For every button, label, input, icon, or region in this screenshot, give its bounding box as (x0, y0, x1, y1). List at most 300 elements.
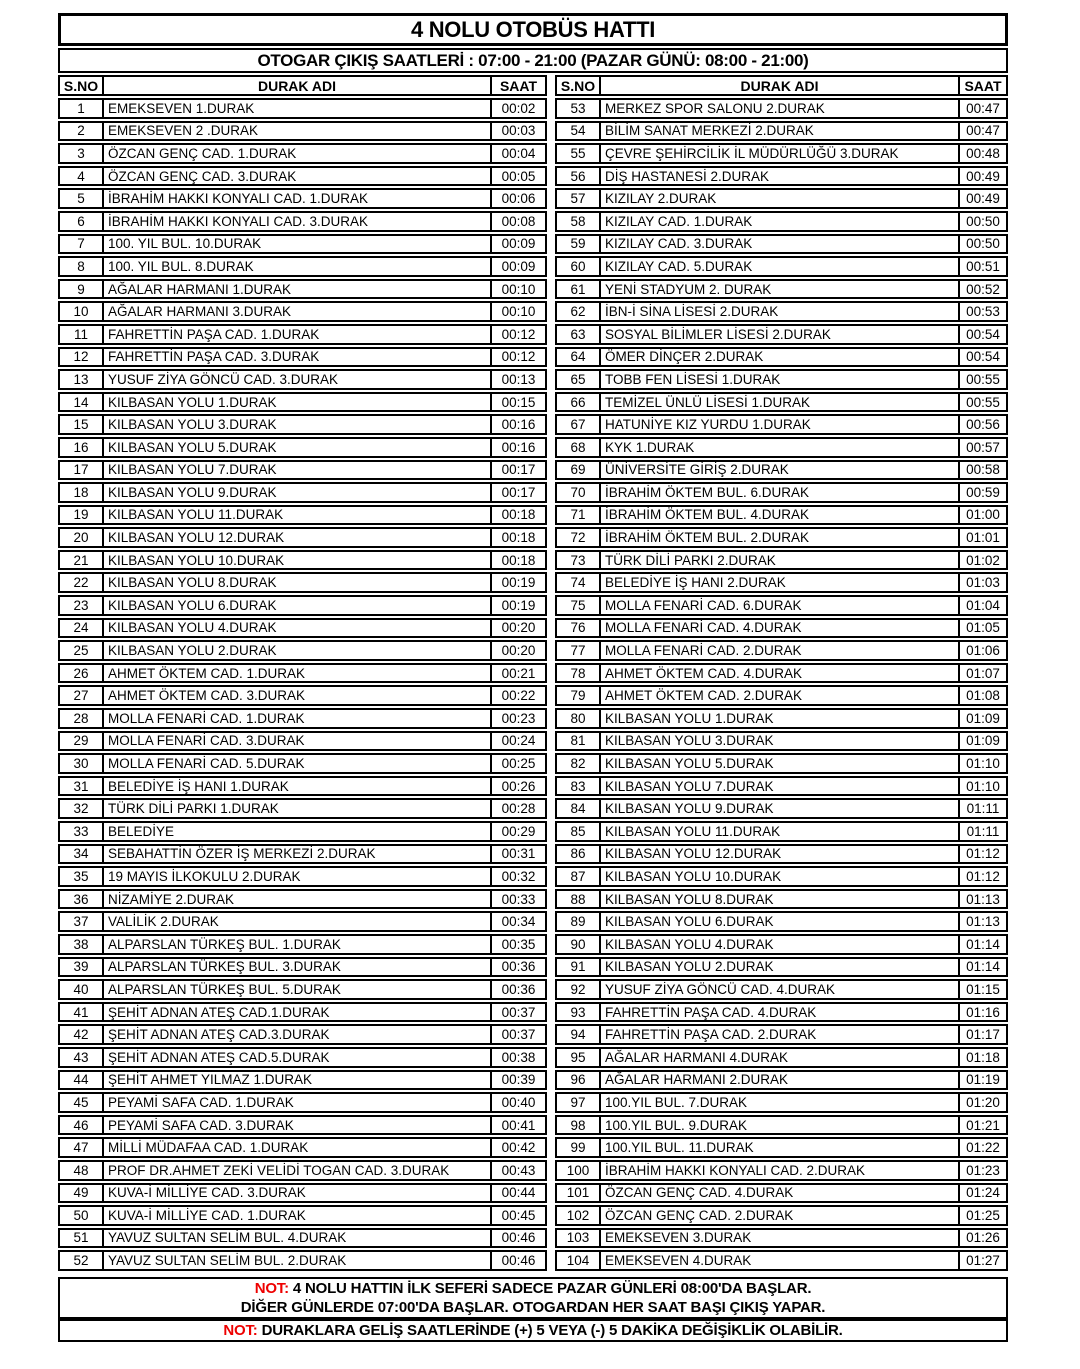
stop-name-cell: KILBASAN YOLU 4.DURAK (102, 618, 492, 639)
row-number-cell: 1 (58, 98, 104, 119)
row-number-cell: 31 (58, 776, 104, 797)
stop-name-cell: KIZILAY 2.DURAK (599, 188, 960, 209)
stop-name-cell: BELEDİYE İŞ HANI 1.DURAK (102, 776, 492, 797)
table-row (58, 798, 547, 819)
stop-name-cell: ALPARSLAN TÜRKEŞ BUL. 1.DURAK (102, 934, 492, 955)
time-cell: 00:13 (490, 369, 547, 390)
row-number-cell: 91 (555, 957, 601, 978)
time-cell: 00:55 (958, 392, 1008, 413)
row-number-cell: 75 (555, 595, 601, 616)
time-cell: 00:21 (490, 663, 547, 684)
time-cell: 00:12 (490, 347, 547, 368)
column-header-sno: S.NO (555, 75, 601, 96)
stops-tables (58, 75, 1008, 1273)
table-row (555, 934, 1008, 955)
stop-name-cell: MERKEZ SPOR SALONU 2.DURAK (599, 98, 960, 119)
stop-name-cell: TÜRK DİLİ PARKI 1.DURAK (102, 798, 492, 819)
time-cell: 00:59 (958, 482, 1008, 503)
stop-name-cell: KILBASAN YOLU 9.DURAK (599, 798, 960, 819)
row-number-cell: 87 (555, 866, 601, 887)
row-number-cell: 100 (555, 1160, 601, 1181)
stop-name-cell: AĞALAR HARMANI 4.DURAK (599, 1047, 960, 1068)
stop-name-cell: MOLLA FENARİ CAD. 6.DURAK (599, 595, 960, 616)
row-number-cell: 24 (58, 618, 104, 639)
stop-name-cell: İBRAHİM ÖKTEM BUL. 2.DURAK (599, 527, 960, 548)
row-number-cell: 22 (58, 572, 104, 593)
stop-name-cell: KILBASAN YOLU 2.DURAK (599, 957, 960, 978)
table-row (58, 234, 547, 255)
row-number-cell: 60 (555, 256, 601, 277)
row-number-cell: 32 (58, 798, 104, 819)
table-row (555, 731, 1008, 752)
time-cell: 00:19 (490, 572, 547, 593)
stop-name-cell: 100. YIL BUL. 10.DURAK (102, 234, 492, 255)
row-number-cell: 101 (555, 1183, 601, 1204)
row-number-cell: 6 (58, 211, 104, 232)
table-header-row (58, 75, 547, 96)
stop-name-cell: 100.YIL BUL. 7.DURAK (599, 1092, 960, 1113)
time-cell: 00:10 (490, 301, 547, 322)
stop-name-cell: EMEKSEVEN 3.DURAK (599, 1228, 960, 1249)
stop-name-cell: TEMİZEL ÜNLÜ LİSESİ 1.DURAK (599, 392, 960, 413)
note-text: DURAKLARA GELİŞ SAATLERİNDE (+) 5 VEYA (-) 5 DAKİKA DEĞİŞİKLİK OLABİLİR. (261, 1321, 843, 1339)
time-cell: 00:49 (958, 188, 1008, 209)
time-cell: 01:21 (958, 1115, 1008, 1136)
stop-name-cell: TÜRK DİLİ PARKI 2.DURAK (599, 550, 960, 571)
row-number-cell: 20 (58, 527, 104, 548)
row-number-cell: 27 (58, 685, 104, 706)
stop-name-cell: KILBASAN YOLU 8.DURAK (102, 572, 492, 593)
time-cell: 00:40 (490, 1092, 547, 1113)
row-number-cell: 88 (555, 889, 601, 910)
stop-name-cell: İBRAHİM ÖKTEM BUL. 6.DURAK (599, 482, 960, 503)
time-cell: 01:10 (958, 776, 1008, 797)
time-cell: 01:18 (958, 1047, 1008, 1068)
stop-name-cell: ÖZCAN GENÇ CAD. 4.DURAK (599, 1183, 960, 1204)
row-number-cell: 68 (555, 437, 601, 458)
time-cell: 00:52 (958, 279, 1008, 300)
row-number-cell: 72 (555, 527, 601, 548)
stop-name-cell: FAHRETTİN PAŞA CAD. 1.DURAK (102, 324, 492, 345)
row-number-cell: 41 (58, 1002, 104, 1023)
time-cell: 01:25 (958, 1205, 1008, 1226)
row-number-cell: 12 (58, 347, 104, 368)
stop-name-cell: VALİLİK 2.DURAK (102, 911, 492, 932)
row-number-cell: 36 (58, 889, 104, 910)
stop-name-cell: AHMET ÖKTEM CAD. 3.DURAK (102, 685, 492, 706)
table-row (58, 188, 547, 209)
table-header-row (555, 75, 1008, 96)
table-row (555, 143, 1008, 164)
note-label: NOT: (223, 1321, 258, 1339)
time-cell: 00:17 (490, 460, 547, 481)
table-row (555, 866, 1008, 887)
stop-name-cell: ÜNİVERSİTE GİRİŞ 2.DURAK (599, 460, 960, 481)
table-row (555, 482, 1008, 503)
table-row (58, 1205, 547, 1226)
table-row (555, 618, 1008, 639)
stop-name-cell: AĞALAR HARMANI 2.DURAK (599, 1070, 960, 1091)
time-cell: 01:23 (958, 1160, 1008, 1181)
time-cell: 00:56 (958, 414, 1008, 435)
table-row (58, 1002, 547, 1023)
table-row (58, 1115, 547, 1136)
time-cell: 00:48 (958, 143, 1008, 164)
row-number-cell: 15 (58, 414, 104, 435)
table-row (555, 821, 1008, 842)
note-section-2 (58, 1319, 1008, 1342)
stop-name-cell: YENİ STADYUM 2. DURAK (599, 279, 960, 300)
timetable-page (58, 13, 1008, 1342)
row-number-cell: 29 (58, 731, 104, 752)
time-cell: 01:14 (958, 957, 1008, 978)
row-number-cell: 63 (555, 324, 601, 345)
time-cell: 00:08 (490, 211, 547, 232)
table-row (555, 1205, 1008, 1226)
row-number-cell: 13 (58, 369, 104, 390)
time-cell: 00:43 (490, 1160, 547, 1181)
table-row (555, 957, 1008, 978)
time-cell: 01:17 (958, 1024, 1008, 1045)
stop-name-cell: KILBASAN YOLU 10.DURAK (599, 866, 960, 887)
row-number-cell: 30 (58, 753, 104, 774)
stops-table-left (58, 75, 547, 1273)
stop-name-cell: KILBASAN YOLU 12.DURAK (599, 844, 960, 865)
row-number-cell: 7 (58, 234, 104, 255)
row-number-cell: 14 (58, 392, 104, 413)
time-cell: 01:24 (958, 1183, 1008, 1204)
table-body-left (58, 98, 547, 1271)
time-cell: 00:10 (490, 279, 547, 300)
row-number-cell: 5 (58, 188, 104, 209)
stop-name-cell: ŞEHİT ADNAN ATEŞ CAD.3.DURAK (102, 1024, 492, 1045)
table-row (58, 460, 547, 481)
time-cell: 01:08 (958, 685, 1008, 706)
time-cell: 00:41 (490, 1115, 547, 1136)
table-row (58, 618, 547, 639)
column-header-time: SAAT (958, 75, 1008, 96)
time-cell: 00:45 (490, 1205, 547, 1226)
row-number-cell: 10 (58, 301, 104, 322)
table-row (58, 369, 547, 390)
table-row (555, 256, 1008, 277)
time-cell: 00:50 (958, 234, 1008, 255)
time-cell: 00:29 (490, 821, 547, 842)
table-row (555, 460, 1008, 481)
row-number-cell: 59 (555, 234, 601, 255)
row-number-cell: 55 (555, 143, 601, 164)
row-number-cell: 61 (555, 279, 601, 300)
row-number-cell: 92 (555, 979, 601, 1000)
stop-name-cell: AĞALAR HARMANI 1.DURAK (102, 279, 492, 300)
time-cell: 00:44 (490, 1183, 547, 1204)
row-number-cell: 70 (555, 482, 601, 503)
time-cell: 01:13 (958, 889, 1008, 910)
time-cell: 00:06 (490, 188, 547, 209)
table-row (58, 414, 547, 435)
time-cell: 00:23 (490, 708, 547, 729)
page-title: 4 NOLU OTOBÜS HATTI (58, 13, 1008, 46)
stop-name-cell: KILBASAN YOLU 11.DURAK (599, 821, 960, 842)
time-cell: 00:36 (490, 979, 547, 1000)
stop-name-cell: KILBASAN YOLU 1.DURAK (599, 708, 960, 729)
table-row (555, 1160, 1008, 1181)
table-row (555, 414, 1008, 435)
row-number-cell: 54 (555, 121, 601, 142)
table-row (58, 279, 547, 300)
page-subtitle: OTOGAR ÇIKIŞ SAATLERİ : 07:00 - 21:00 (PAZAR GÜNÜ: 08:00 - 21:00) (58, 48, 1008, 73)
stop-name-cell: EMEKSEVEN 2 .DURAK (102, 121, 492, 142)
stop-name-cell: FAHRETTİN PAŞA CAD. 4.DURAK (599, 1002, 960, 1023)
row-number-cell: 56 (555, 166, 601, 187)
column-header-stop: DURAK ADI (599, 75, 960, 96)
row-number-cell: 40 (58, 979, 104, 1000)
table-row (58, 1183, 547, 1204)
stop-name-cell: PEYAMİ SAFA CAD. 3.DURAK (102, 1115, 492, 1136)
stop-name-cell: BİLİM SANAT MERKEZİ 2.DURAK (599, 121, 960, 142)
table-row (58, 1047, 547, 1068)
table-row (58, 640, 547, 661)
time-cell: 01:14 (958, 934, 1008, 955)
stop-name-cell: KILBASAN YOLU 7.DURAK (102, 460, 492, 481)
table-row (58, 211, 547, 232)
time-cell: 01:12 (958, 844, 1008, 865)
table-row (58, 256, 547, 277)
table-row (58, 166, 547, 187)
row-number-cell: 43 (58, 1047, 104, 1068)
row-number-cell: 97 (555, 1092, 601, 1113)
time-cell: 01:10 (958, 753, 1008, 774)
stop-name-cell: EMEKSEVEN 4.DURAK (599, 1250, 960, 1271)
row-number-cell: 74 (555, 572, 601, 593)
time-cell: 00:46 (490, 1250, 547, 1271)
time-cell: 00:18 (490, 550, 547, 571)
column-header-time: SAAT (490, 75, 547, 96)
stop-name-cell: YAVUZ SULTAN SELİM BUL. 2.DURAK (102, 1250, 492, 1271)
stop-name-cell: KILBASAN YOLU 5.DURAK (599, 753, 960, 774)
table-row (58, 550, 547, 571)
stop-name-cell: KILBASAN YOLU 3.DURAK (102, 414, 492, 435)
note-line (223, 1321, 842, 1340)
row-number-cell: 69 (555, 460, 601, 481)
stop-name-cell: ÇEVRE ŞEHİRCİLİK İL MÜDÜRLÜĞÜ 3.DURAK (599, 143, 960, 164)
table-row (555, 369, 1008, 390)
row-number-cell: 98 (555, 1115, 601, 1136)
row-number-cell: 9 (58, 279, 104, 300)
table-row (58, 708, 547, 729)
row-number-cell: 4 (58, 166, 104, 187)
row-number-cell: 79 (555, 685, 601, 706)
stop-name-cell: HATUNİYE KIZ YURDU 1.DURAK (599, 414, 960, 435)
stop-name-cell: EMEKSEVEN 1.DURAK (102, 98, 492, 119)
table-row (58, 595, 547, 616)
time-cell: 01:15 (958, 979, 1008, 1000)
stop-name-cell: MİLLİ MÜDAFAA CAD. 1.DURAK (102, 1137, 492, 1158)
time-cell: 01:16 (958, 1002, 1008, 1023)
row-number-cell: 37 (58, 911, 104, 932)
table-row (555, 279, 1008, 300)
stop-name-cell: ALPARSLAN TÜRKEŞ BUL. 3.DURAK (102, 957, 492, 978)
time-cell: 01:27 (958, 1250, 1008, 1271)
table-row (555, 211, 1008, 232)
time-cell: 00:19 (490, 595, 547, 616)
stop-name-cell: KILBASAN YOLU 12.DURAK (102, 527, 492, 548)
stop-name-cell: PEYAMİ SAFA CAD. 1.DURAK (102, 1092, 492, 1113)
table-row (555, 437, 1008, 458)
stop-name-cell: ÖZCAN GENÇ CAD. 2.DURAK (599, 1205, 960, 1226)
time-cell: 00:47 (958, 98, 1008, 119)
stop-name-cell: MOLLA FENARİ CAD. 1.DURAK (102, 708, 492, 729)
table-row (555, 98, 1008, 119)
table-row (58, 957, 547, 978)
time-cell: 00:17 (490, 482, 547, 503)
stop-name-cell: MOLLA FENARİ CAD. 2.DURAK (599, 640, 960, 661)
row-number-cell: 93 (555, 1002, 601, 1023)
stop-name-cell: KUVA-İ MİLLİYE CAD. 3.DURAK (102, 1183, 492, 1204)
table-row (555, 1228, 1008, 1249)
time-cell: 00:04 (490, 143, 547, 164)
time-cell: 01:06 (958, 640, 1008, 661)
row-number-cell: 85 (555, 821, 601, 842)
stop-name-cell: AĞALAR HARMANI 3.DURAK (102, 301, 492, 322)
column-header-sno: S.NO (58, 75, 104, 96)
row-number-cell: 71 (555, 505, 601, 526)
table-row (555, 188, 1008, 209)
time-cell: 00:05 (490, 166, 547, 187)
time-cell: 00:25 (490, 753, 547, 774)
stop-name-cell: FAHRETTİN PAŞA CAD. 3.DURAK (102, 347, 492, 368)
time-cell: 00:09 (490, 234, 547, 255)
row-number-cell: 34 (58, 844, 104, 865)
table-row (555, 911, 1008, 932)
table-row (58, 821, 547, 842)
table-row (555, 527, 1008, 548)
row-number-cell: 89 (555, 911, 601, 932)
stop-name-cell: 19 MAYIS İLKOKULU 2.DURAK (102, 866, 492, 887)
table-body-right (555, 98, 1008, 1271)
table-row (555, 550, 1008, 571)
row-number-cell: 42 (58, 1024, 104, 1045)
time-cell: 00:15 (490, 392, 547, 413)
time-cell: 00:36 (490, 957, 547, 978)
stop-name-cell: KILBASAN YOLU 10.DURAK (102, 550, 492, 571)
table-row (58, 685, 547, 706)
row-number-cell: 90 (555, 934, 601, 955)
stop-name-cell: KYK 1.DURAK (599, 437, 960, 458)
time-cell: 00:32 (490, 866, 547, 887)
time-cell: 00:47 (958, 121, 1008, 142)
table-row (555, 1092, 1008, 1113)
time-cell: 00:20 (490, 618, 547, 639)
row-number-cell: 53 (555, 98, 601, 119)
stop-name-cell: KUVA-İ MİLLİYE CAD. 1.DURAK (102, 1205, 492, 1226)
table-row (555, 234, 1008, 255)
table-row (58, 889, 547, 910)
time-cell: 01:01 (958, 527, 1008, 548)
time-cell: 00:18 (490, 527, 547, 548)
row-number-cell: 48 (58, 1160, 104, 1181)
stop-name-cell: 100.YIL BUL. 9.DURAK (599, 1115, 960, 1136)
stop-name-cell: ÖMER DİNÇER 2.DURAK (599, 347, 960, 368)
stop-name-cell: BELEDİYE (102, 821, 492, 842)
table-row (555, 685, 1008, 706)
table-row (58, 437, 547, 458)
row-number-cell: 18 (58, 482, 104, 503)
stop-name-cell: KILBASAN YOLU 4.DURAK (599, 934, 960, 955)
note-text: 4 NOLU HATTIN İLK SEFERİ SADECE PAZAR GÜNLERİ 08:00'DA BAŞLAR. (292, 1279, 812, 1297)
time-cell: 01:02 (958, 550, 1008, 571)
time-cell: 00:46 (490, 1228, 547, 1249)
time-cell: 00:37 (490, 1002, 547, 1023)
time-cell: 01:22 (958, 1137, 1008, 1158)
table-row (58, 1160, 547, 1181)
stop-name-cell: KILBASAN YOLU 7.DURAK (599, 776, 960, 797)
row-number-cell: 16 (58, 437, 104, 458)
time-cell: 00:54 (958, 347, 1008, 368)
stop-name-cell: KILBASAN YOLU 5.DURAK (102, 437, 492, 458)
stop-name-cell: NİZAMİYE 2.DURAK (102, 889, 492, 910)
row-number-cell: 96 (555, 1070, 601, 1091)
table-row (58, 301, 547, 322)
table-row (555, 505, 1008, 526)
table-row (555, 798, 1008, 819)
time-cell: 00:53 (958, 301, 1008, 322)
row-number-cell: 78 (555, 663, 601, 684)
table-row (58, 505, 547, 526)
row-number-cell: 19 (58, 505, 104, 526)
stop-name-cell: İBRAHİM HAKKI KONYALI CAD. 3.DURAK (102, 211, 492, 232)
table-row (555, 301, 1008, 322)
table-row (58, 527, 547, 548)
time-cell: 00:51 (958, 256, 1008, 277)
stop-name-cell: TOBB FEN LİSESİ 1.DURAK (599, 369, 960, 390)
notes-box (58, 1277, 1008, 1342)
stop-name-cell: KILBASAN YOLU 6.DURAK (102, 595, 492, 616)
row-number-cell: 47 (58, 1137, 104, 1158)
stop-name-cell: ÖZCAN GENÇ CAD. 3.DURAK (102, 166, 492, 187)
row-number-cell: 17 (58, 460, 104, 481)
table-row (555, 776, 1008, 797)
time-cell: 01:11 (958, 821, 1008, 842)
time-cell: 00:31 (490, 844, 547, 865)
stop-name-cell: KILBASAN YOLU 1.DURAK (102, 392, 492, 413)
time-cell: 00:24 (490, 731, 547, 752)
table-row (58, 753, 547, 774)
stop-name-cell: MOLLA FENARİ CAD. 5.DURAK (102, 753, 492, 774)
stop-name-cell: BELEDİYE İŞ HANI 2.DURAK (599, 572, 960, 593)
row-number-cell: 50 (58, 1205, 104, 1226)
row-number-cell: 84 (555, 798, 601, 819)
row-number-cell: 58 (555, 211, 601, 232)
table-row (555, 1137, 1008, 1158)
stop-name-cell: KIZILAY CAD. 3.DURAK (599, 234, 960, 255)
table-row (58, 482, 547, 503)
stop-name-cell: YAVUZ SULTAN SELİM BUL. 4.DURAK (102, 1228, 492, 1249)
stop-name-cell: İBN-İ SİNA LİSESİ 2.DURAK (599, 301, 960, 322)
row-number-cell: 26 (58, 663, 104, 684)
time-cell: 00:12 (490, 324, 547, 345)
time-cell: 01:19 (958, 1070, 1008, 1091)
row-number-cell: 45 (58, 1092, 104, 1113)
stop-name-cell: KIZILAY CAD. 5.DURAK (599, 256, 960, 277)
table-row (58, 324, 547, 345)
table-row (58, 934, 547, 955)
time-cell: 00:34 (490, 911, 547, 932)
table-row (58, 866, 547, 887)
row-number-cell: 64 (555, 347, 601, 368)
table-row (555, 1115, 1008, 1136)
table-row (555, 1250, 1008, 1271)
